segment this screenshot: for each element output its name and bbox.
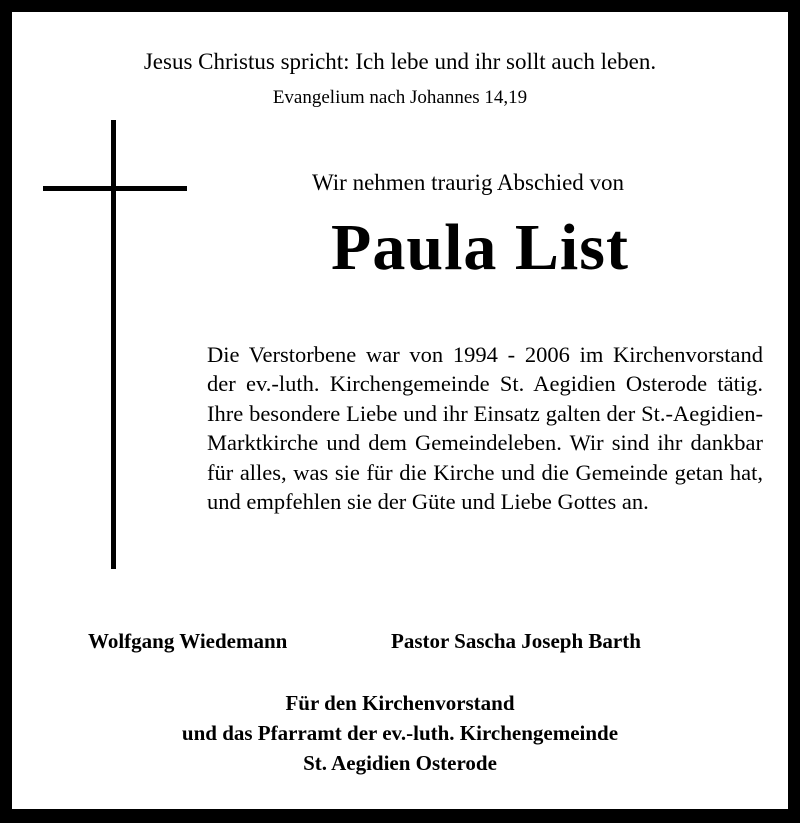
bible-quote: Jesus Christus spricht: Ich lebe und ihr sollt auch leben.	[143, 49, 657, 74]
footer-organization	[0, 688, 800, 778]
bible-quote-source: Evangelium nach Johannes 14,19	[272, 87, 528, 108]
deceased-name: Paula List	[331, 211, 629, 284]
footer-line-1: Für den Kirchenvorstand	[285, 691, 515, 715]
signature-left: Wolfgang Wiedemann	[88, 629, 288, 653]
footer-line-3: St. Aegidien Osterode	[303, 751, 497, 775]
footer-line-2: und das Pfarramt der ev.-luth. Kirchengemeinde	[181, 721, 619, 745]
cross-horizontal-bar	[43, 186, 187, 191]
obituary-text: Die Verstorbene war von 1994 - 2006 im Kirchenvorstand der ev.-luth. Kirchengemeinde St. Aegidien Osterode tätig. Ihre besondere Liebe und ihr Einsatz galten der St.-Aegidien-Marktkirche und dem Gemeindeleben. Wir sind ihr dankbar für alles, was sie für die Kirche und die Gemeinde getan hat, und empfehlen sie der Güte und Liebe Gottes an.	[207, 342, 763, 515]
signature-right: Pastor Sascha Joseph Barth	[391, 629, 641, 653]
farewell-intro: Wir nehmen traurig Abschied von	[312, 170, 625, 195]
